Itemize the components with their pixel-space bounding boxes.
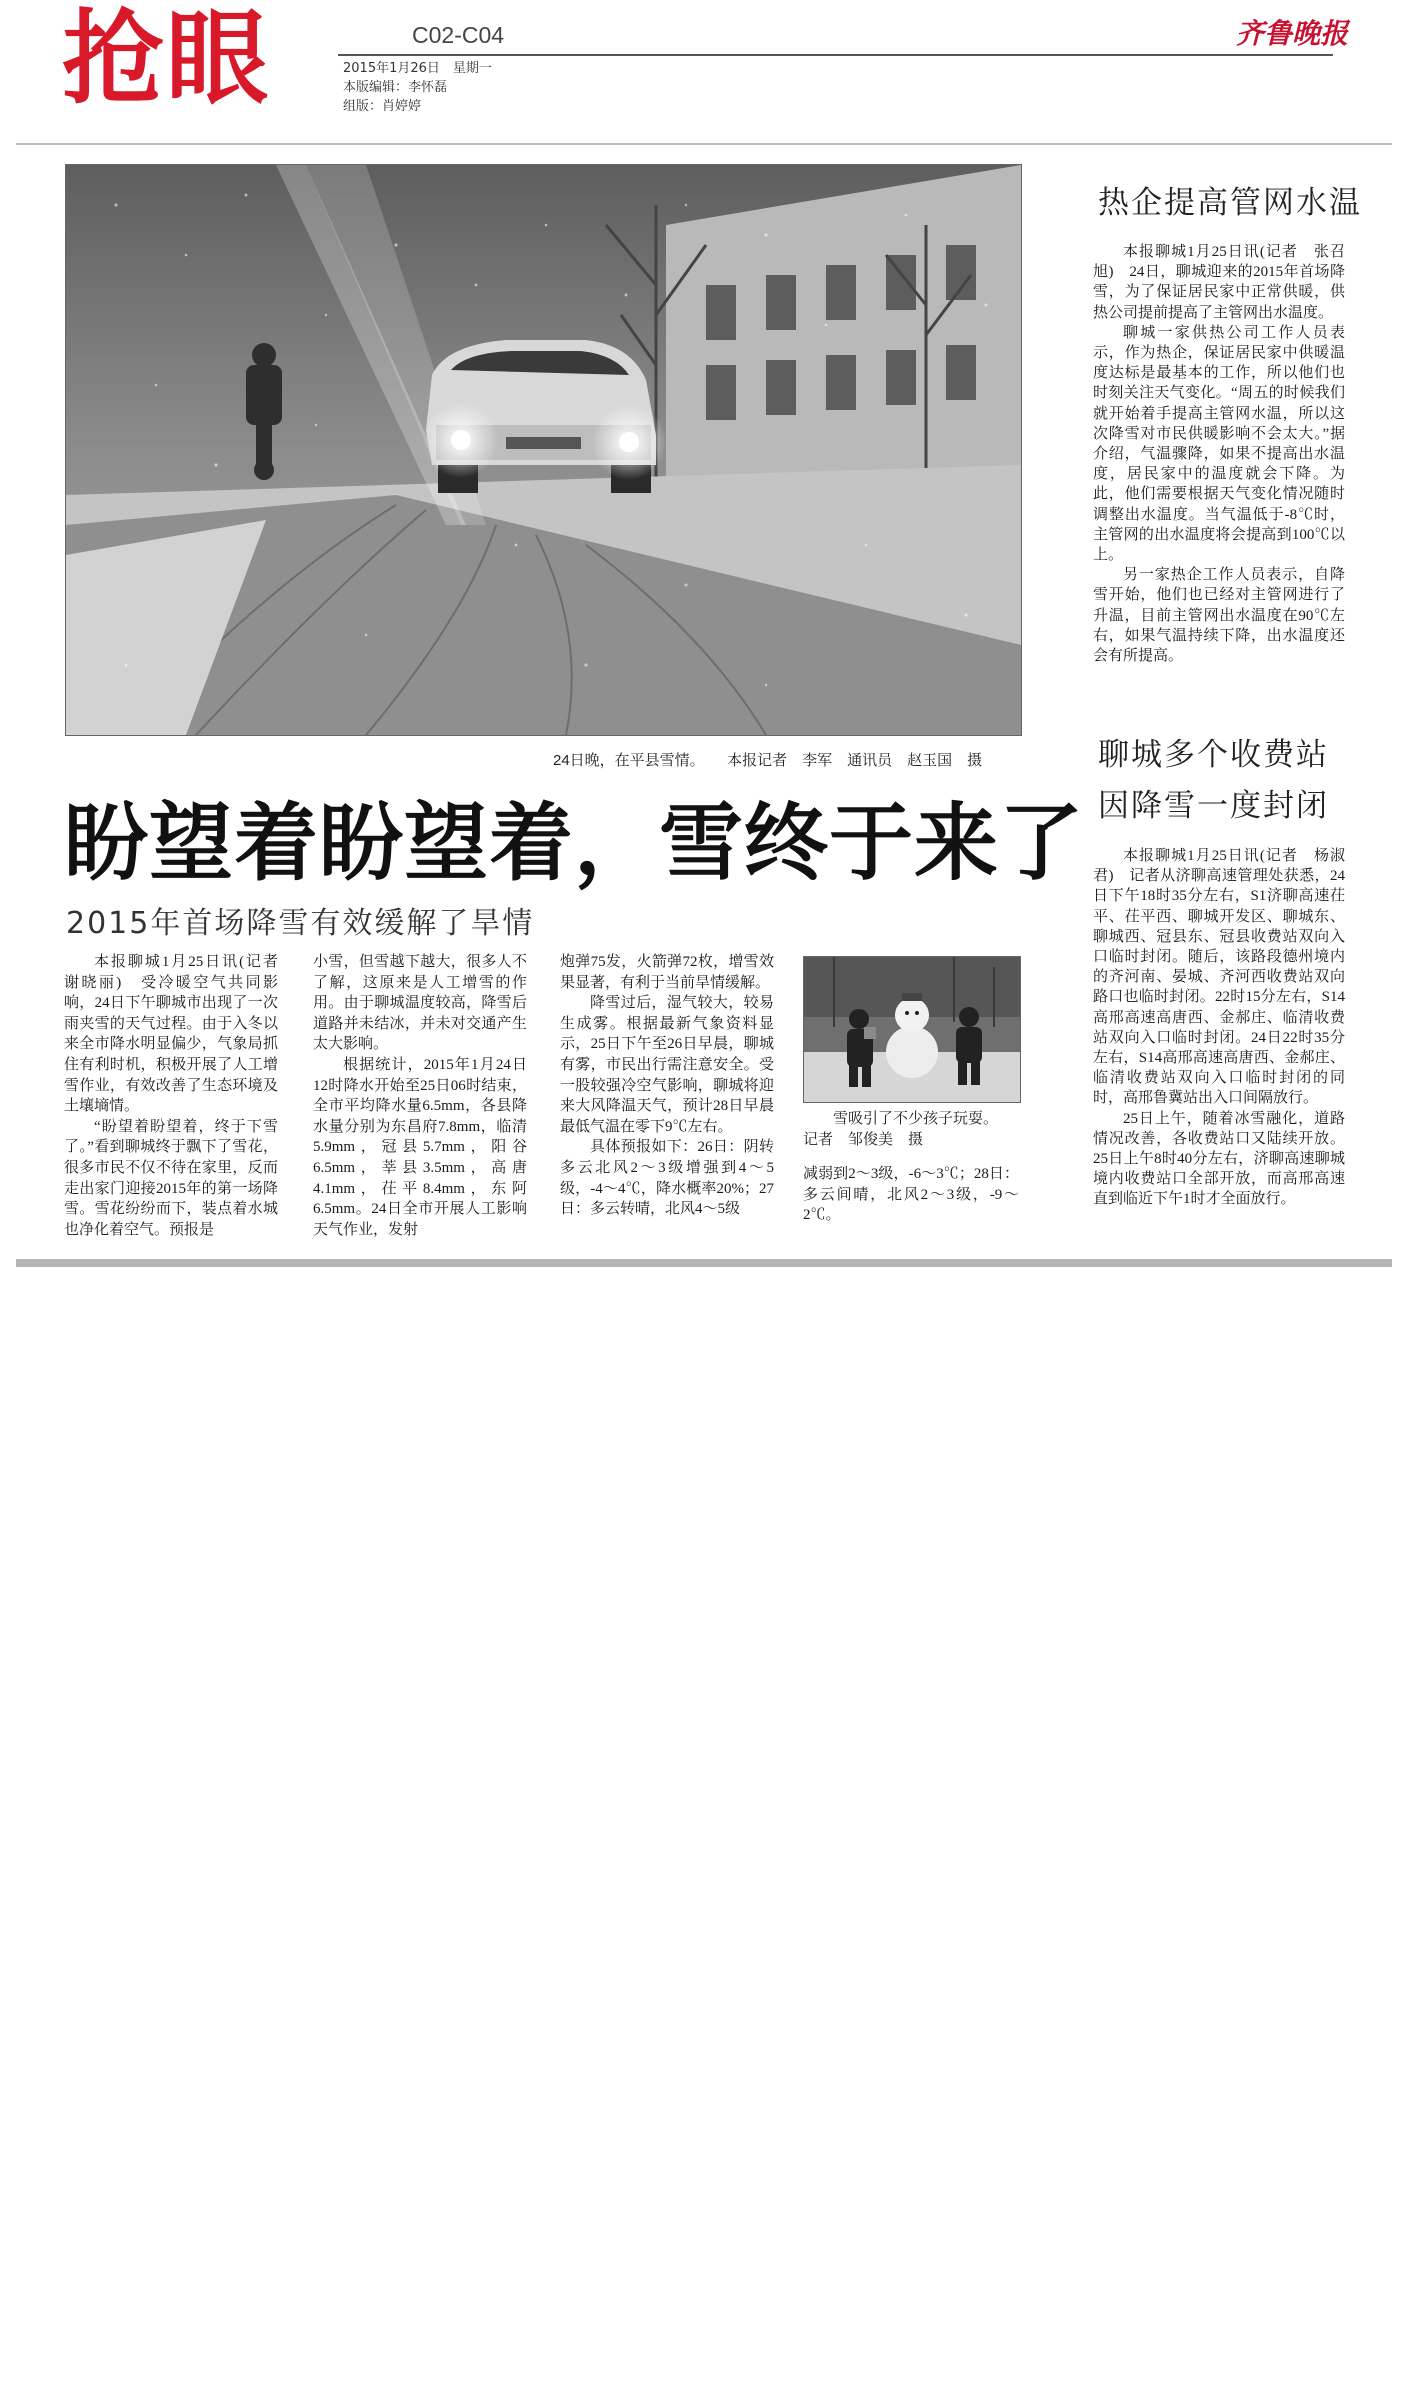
subheadline: 2015年首场降雪有效缓解了旱情	[66, 906, 535, 941]
sidebar-story2-title-line2: 因降雪一度封闭	[1098, 788, 1329, 824]
sidebar-paragraph: 聊城一家供热公司工作人员表示，作为热企，保证居民家中供暖温度达标是最基本的工作，所以他们也时刻关注天气变化。“周五的时候我们就开始着手提高主管网水温，所以这次降雪对市民供暖影响不会太大。”据介绍，气温骤降，如果不提高出水温度，居民家中的温度就会下降。为此，他们需要根据天气变化情况随时调整出水温度。当气温低于-8℃时，主管网的出水温度将会提高到100℃以上。	[1093, 324, 1345, 564]
page-bottom-rule	[16, 1259, 1392, 1267]
section-title: 抢眼	[62, 0, 270, 119]
article-column-4	[803, 1164, 1019, 1254]
sidebar-paragraph: 25日上午，随着冰雪融化，道路情况改善，各收费站口又陆续开放。25日上午8时40分左右，济聊高速聊城境内收费站口全部开放，而高邢高速直到临近下午1时才全面放行。	[1093, 1110, 1345, 1208]
article-paragraph: 减弱到2～3级，-6～3℃；28日：多云间晴，北风2～3级，-9～2℃。	[803, 1166, 1019, 1224]
sidebar-story1-body	[1093, 242, 1345, 666]
snowman-illustration	[804, 957, 1020, 1102]
header-divider	[16, 143, 1392, 145]
page-range: C02-C04	[412, 22, 505, 48]
snowman-photo-caption: 雪吸引了不少孩子玩耍。 记者 邹俊美 摄	[803, 1111, 1006, 1148]
sidebar-story2-title-line1: 聊城多个收费站	[1098, 737, 1329, 773]
sidebar-story1-title: 热企提高管网水温	[1098, 185, 1362, 221]
layout-credit: 组版：肖婷婷	[343, 99, 422, 114]
article-column-3	[560, 952, 774, 1252]
masthead-rule	[338, 54, 1333, 56]
main-photo-caption: 24日晚，在平县雪情。 本报记者 李军 通讯员 赵玉国 摄	[553, 752, 983, 769]
snow-street-illustration	[66, 165, 1021, 735]
editor-credit: 本版编辑：李怀磊	[343, 80, 448, 95]
newspaper-logo: 齐鲁晚报	[1236, 17, 1349, 50]
article-column-1	[64, 952, 294, 1252]
sidebar-story2-body	[1093, 846, 1345, 1210]
snowman-photo	[803, 956, 1021, 1103]
headline: 盼望着盼望着，雪终于来了	[64, 794, 1085, 892]
article-paragraph: 炮弹75发，火箭弹72枚，增雪效果显著，有利于当前旱情缓解。	[560, 954, 774, 991]
sidebar-paragraph: 本报聊城1月25日讯(记者 杨淑君) 记者从济聊高速管理处获悉，24日下午18时35分左右，S1济聊高速茌平、茌平西、聊城开发区、聊城东、聊城西、冠县东、冠县收费站双向入口临时封闭。随后，该路段德州境内的齐河南、晏城、齐河西收费站双向路口也临时封闭。22时15分左右，S14高邢高速高唐西、金郝庄、临清收费站双向入口临时封闭。24日22时35分左右，S14高邢高速高唐西、金郝庄、临清收费站双向入口临时封闭的同时，高邢鲁冀站出入口间隔放行。	[1093, 848, 1345, 1107]
issue-date: 2015年1月26日 星期一	[343, 61, 492, 76]
article-paragraph: 小雪，但雪越下越大，很多人不了解，这原来是人工增雪的作用。由于聊城温度较高，降雪后道路并未结冰，并未对交通产生太大影响。	[313, 954, 527, 1053]
article-column-2	[313, 952, 527, 1252]
sidebar-paragraph: 另一家热企工作人员表示，自降雪开始，他们也已经对主管网进行了升温，目前主管网出水温度在90℃左右，如果气温持续下降，出水温度还会有所提高。	[1093, 567, 1345, 665]
article-paragraph: 降雪过后，湿气较大，较易生成雾。根据最新气象资料显示，25日下午至26日早晨，聊城有雾，市民出行需注意安全。受一股较强冷空气影响，聊城将迎来大风降温天气，预计28日早晨最低气温在零下9℃左右。	[560, 995, 774, 1135]
article-paragraph: “盼望着盼望着，终于下雪了。”看到聊城终于飘下了雪花，很多市民不仅不待在家里，反而走出家门迎接2015年的第一场降雪。雪花纷纷而下，装点着水城也净化着空气。预报是	[64, 1118, 278, 1238]
article-paragraph: 具体预报如下：26日：阴转多云北风2～3级增强到4～5级，-4～4℃，降水概率20%；27日：多云转晴，北风4～5级	[560, 1139, 774, 1218]
main-photo	[65, 164, 1022, 736]
sidebar-paragraph: 本报聊城1月25日讯(记者 张召旭) 24日，聊城迎来的2015年首场降雪，为了保证居民家中正常供暖，供热公司提前提高了主管网出水温度。	[1093, 244, 1345, 321]
article-paragraph: 根据统计，2015年1月24日12时降水开始至25日06时结束，全市平均降水量6.5mm，各县降水量分别为东昌府7.8mm，临清5.9mm，冠县5.7mm，阳谷6.5mm，莘县3.5mm，高唐4.1mm，茌平8.4mm，东阿6.5mm。24日全市开展人工影响天气作业，发射	[313, 1056, 527, 1238]
article-paragraph: 本报聊城1月25日讯(记者 谢晓丽) 受冷暖空气共同影响，24日下午聊城市出现了一次雨夹雪的天气过程。由于入冬以来全市降水明显偏少，气象局抓住有利时机，积极开展了人工增雪作业，有效改善了生态环境及土壤墒情。	[64, 954, 294, 1115]
